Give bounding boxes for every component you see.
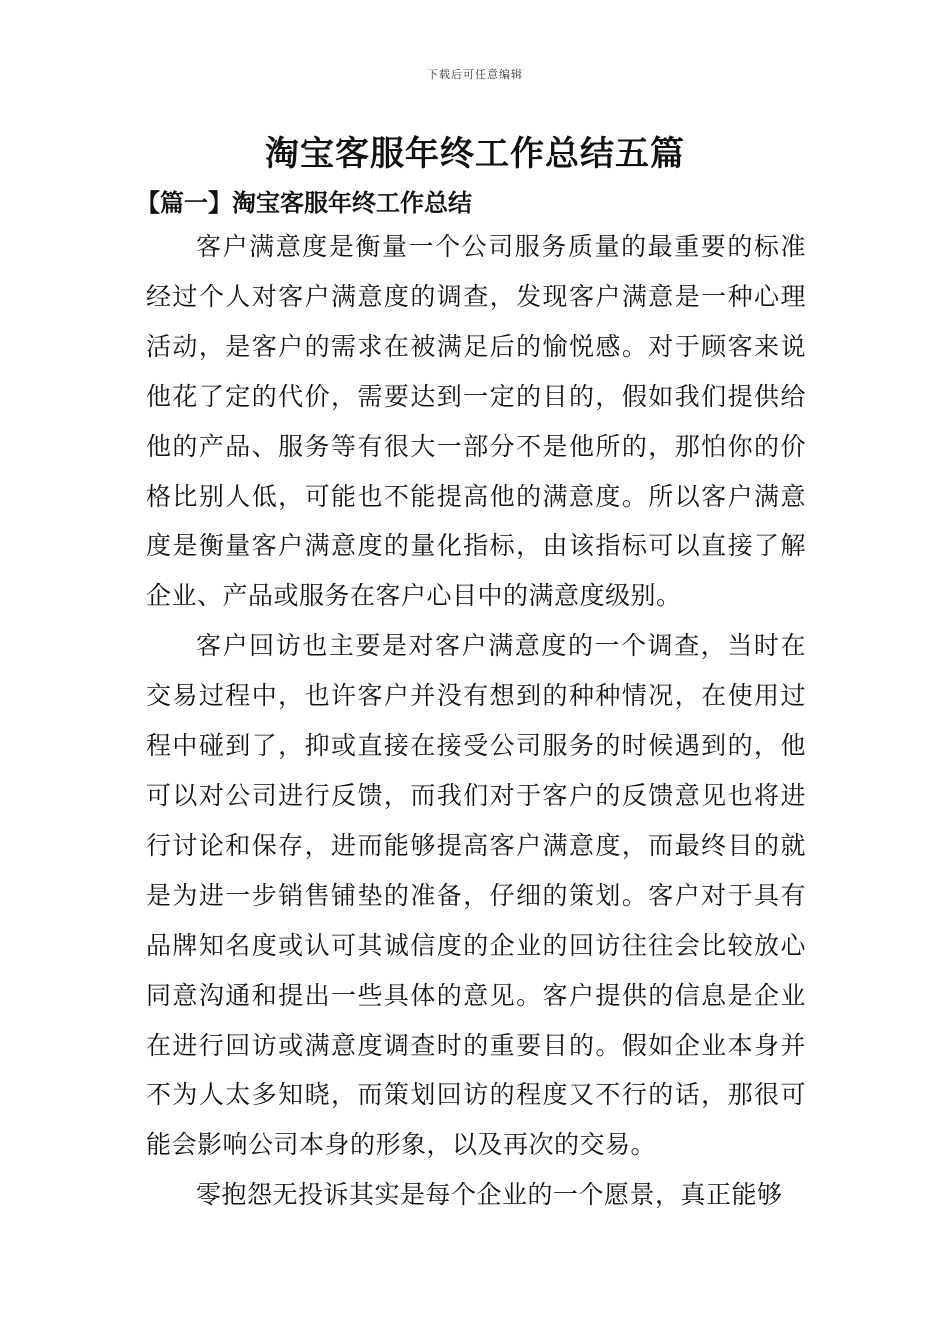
document-title: 淘宝客服年终工作总结五篇 bbox=[265, 134, 685, 174]
header-note: 下载后可任意编辑 bbox=[427, 68, 523, 81]
paragraph: 客户回访也主要是对客户满意度的一个调查，当时在交易过程中，也许客户并没有想到的种种情况，在使用过程中碰到了，抑或直接在接受公司服务的时候遇到的，他可以对公司进行反馈，而我们对于客户的反馈意见也将进行讨论和保存，进而能够提高客户满意度，而最终目的就是为进一步销售铺垫的准备，仔细的策划。客户对于具有品牌知名度或认可其诚信度的企业的回访往往会比较放心同意沟通和提出一些具体的意见。客户提供的信息是企业在进行回访或满意度调查时的重要目的。假如企业本身并不为人太多知晓，而策划回访的程度又不行的话，那很可能会影响公司本身的形象，以及再次的交易。 bbox=[146, 631, 806, 1160]
section-heading: 【篇一】淘宝客服年终工作总结 bbox=[136, 188, 472, 217]
paragraph: 客户满意度是衡量一个公司服务质量的最重要的标准经过个人对客户满意度的调查，发现客户满意是一种心理活动，是客户的需求在被满足后的愉悦感。对于顾客来说他花了定的代价，需要达到一定的目的，假如我们提供给他的产品、服务等有很大一部分不是他所的，那怕你的价格比别人低，可能也不能提高他的满意度。所以客户满意度是衡量客户满意度的量化指标，由该指标可以直接了解企业、产品或服务在客户心目中的满意度级别。 bbox=[146, 232, 806, 611]
document-body bbox=[146, 222, 806, 1220]
paragraph: 零抱怨无投诉其实是每个企业的一个愿景，真正能够 bbox=[196, 1180, 783, 1210]
